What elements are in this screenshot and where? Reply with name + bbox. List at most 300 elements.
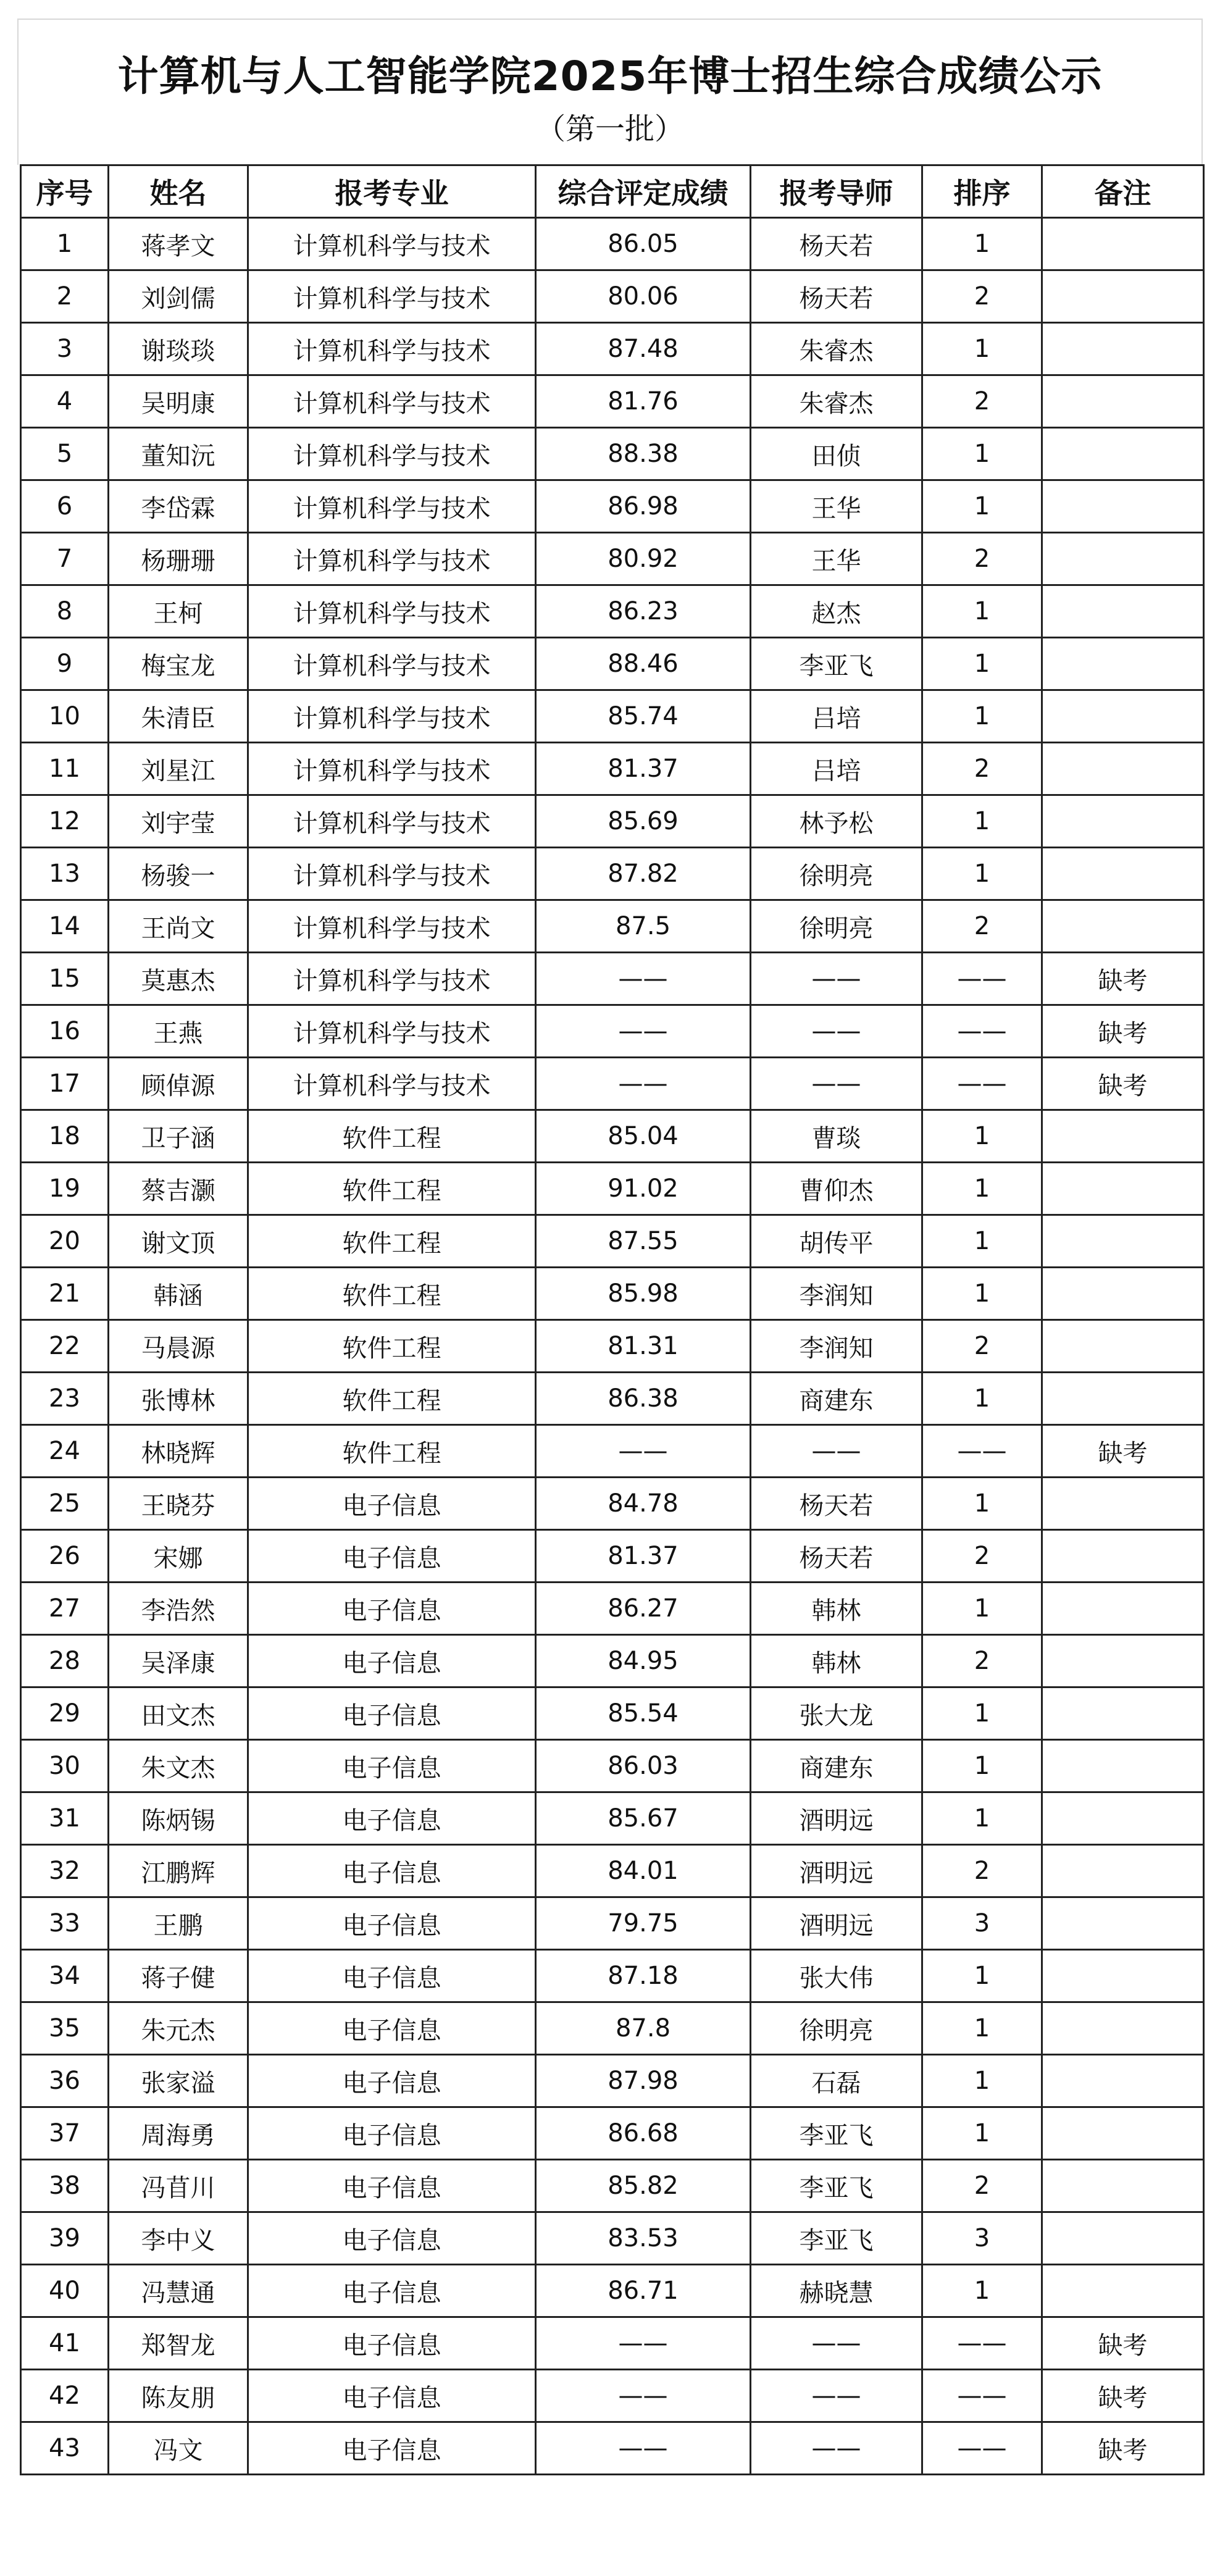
- cell-major: 计算机科学与技术: [248, 795, 536, 848]
- table-row: [21, 1950, 1204, 2002]
- cell-major: 软件工程: [248, 1215, 536, 1268]
- cell-index: 16: [21, 1005, 109, 1058]
- cell-index: 9: [21, 638, 109, 690]
- cell-score: 88.38: [536, 428, 751, 480]
- cell-index: 34: [21, 1950, 109, 2002]
- table-row: [21, 1635, 1204, 1687]
- page-subtitle: （第一批）: [535, 112, 684, 146]
- cell-rank: 2: [922, 2160, 1042, 2212]
- cell-name: 杨骏一: [109, 848, 248, 900]
- cell-name: 梅宝龙: [109, 638, 248, 690]
- cell-rank: 1: [922, 480, 1042, 533]
- cell-name: 吴泽康: [109, 1635, 248, 1687]
- table-row: [21, 1897, 1204, 1950]
- cell-advisor: 商建东: [751, 1740, 922, 1792]
- cell-major: 电子信息: [248, 1530, 536, 1583]
- cell-remark: [1042, 1478, 1204, 1530]
- cell-rank: 1: [922, 1215, 1042, 1268]
- table-row: [21, 2317, 1204, 2370]
- table-row: [21, 953, 1204, 1005]
- cell-name: 杨珊珊: [109, 533, 248, 585]
- cell-major: 电子信息: [248, 2422, 536, 2475]
- table-row: [21, 1058, 1204, 1110]
- cell-advisor: 徐明亮: [751, 900, 922, 953]
- table-header-row: [21, 165, 1204, 218]
- cell-major: 计算机科学与技术: [248, 375, 536, 428]
- cell-advisor: 韩林: [751, 1635, 922, 1687]
- cell-remark: [1042, 900, 1204, 953]
- cell-name: 朱元杰: [109, 2002, 248, 2055]
- cell-major: 电子信息: [248, 2212, 536, 2265]
- cell-remark: 缺考: [1042, 1425, 1204, 1478]
- cell-score: 85.54: [536, 1687, 751, 1740]
- cell-index: 36: [21, 2055, 109, 2107]
- cell-score: ——: [536, 2422, 751, 2475]
- cell-score: 86.98: [536, 480, 751, 533]
- cell-index: 11: [21, 743, 109, 795]
- cell-name: 宋娜: [109, 1530, 248, 1583]
- cell-score: 85.67: [536, 1792, 751, 1845]
- cell-score: 84.95: [536, 1635, 751, 1687]
- table-row: [21, 638, 1204, 690]
- cell-remark: [1042, 585, 1204, 638]
- cell-name: 冯慧通: [109, 2265, 248, 2317]
- cell-advisor: 杨天若: [751, 270, 922, 323]
- table-row: [21, 1687, 1204, 1740]
- table-row: [21, 1215, 1204, 1268]
- cell-advisor: 商建东: [751, 1373, 922, 1425]
- cell-index: 23: [21, 1373, 109, 1425]
- cell-rank: 1: [922, 2055, 1042, 2107]
- cell-rank: 1: [922, 323, 1042, 375]
- table-row: [21, 2265, 1204, 2317]
- cell-major: 软件工程: [248, 1110, 536, 1163]
- cell-index: 1: [21, 218, 109, 270]
- cell-name: 蒋子健: [109, 1950, 248, 2002]
- table-row: [21, 1163, 1204, 1215]
- cell-score: ——: [536, 2317, 751, 2370]
- cell-name: 谢文顶: [109, 1215, 248, 1268]
- cell-major: 电子信息: [248, 2107, 536, 2160]
- cell-advisor: 田侦: [751, 428, 922, 480]
- cell-advisor: ——: [751, 1058, 922, 1110]
- cell-major: 计算机科学与技术: [248, 270, 536, 323]
- cell-index: 40: [21, 2265, 109, 2317]
- cell-remark: [1042, 1687, 1204, 1740]
- cell-rank: 2: [922, 743, 1042, 795]
- cell-score: 86.38: [536, 1373, 751, 1425]
- table-row: [21, 375, 1204, 428]
- cell-index: 4: [21, 375, 109, 428]
- page-title: 计算机与人工智能学院2025年博士招生综合成绩公示: [117, 52, 1103, 100]
- cell-name: 林晓辉: [109, 1425, 248, 1478]
- cell-major: 电子信息: [248, 1583, 536, 1635]
- cell-rank: 1: [922, 848, 1042, 900]
- table-row: [21, 1425, 1204, 1478]
- cell-name: 莫惠杰: [109, 953, 248, 1005]
- title-block: [17, 19, 1203, 165]
- table-row: [21, 795, 1204, 848]
- cell-name: 李中义: [109, 2212, 248, 2265]
- cell-index: 3: [21, 323, 109, 375]
- cell-name: 蔡吉灏: [109, 1163, 248, 1215]
- score-table: [20, 164, 1205, 2475]
- cell-score: 87.98: [536, 2055, 751, 2107]
- cell-major: 计算机科学与技术: [248, 323, 536, 375]
- cell-major: 计算机科学与技术: [248, 900, 536, 953]
- cell-rank: 2: [922, 1530, 1042, 1583]
- table-row: [21, 1373, 1204, 1425]
- cell-index: 10: [21, 690, 109, 743]
- cell-rank: 1: [922, 2107, 1042, 2160]
- cell-major: 电子信息: [248, 1740, 536, 1792]
- cell-advisor: ——: [751, 2370, 922, 2422]
- cell-index: 15: [21, 953, 109, 1005]
- cell-remark: 缺考: [1042, 2422, 1204, 2475]
- cell-advisor: 酒明远: [751, 1792, 922, 1845]
- cell-major: 电子信息: [248, 1845, 536, 1897]
- cell-name: 李岱霖: [109, 480, 248, 533]
- cell-advisor: 赵杰: [751, 585, 922, 638]
- table-row: [21, 743, 1204, 795]
- cell-remark: [1042, 1950, 1204, 2002]
- cell-index: 7: [21, 533, 109, 585]
- table-row: [21, 2422, 1204, 2475]
- cell-major: 电子信息: [248, 2002, 536, 2055]
- cell-remark: [1042, 1373, 1204, 1425]
- cell-advisor: 酒明远: [751, 1845, 922, 1897]
- cell-major: 软件工程: [248, 1373, 536, 1425]
- cell-major: 计算机科学与技术: [248, 1005, 536, 1058]
- cell-major: 电子信息: [248, 1635, 536, 1687]
- cell-index: 22: [21, 1320, 109, 1373]
- cell-rank: ——: [922, 2422, 1042, 2475]
- table-row: [21, 585, 1204, 638]
- table-row: [21, 2107, 1204, 2160]
- cell-score: 83.53: [536, 2212, 751, 2265]
- cell-name: 朱清臣: [109, 690, 248, 743]
- cell-index: 31: [21, 1792, 109, 1845]
- cell-advisor: 曹仰杰: [751, 1163, 922, 1215]
- table-row: [21, 2055, 1204, 2107]
- cell-remark: [1042, 2055, 1204, 2107]
- column-header-major: 报考专业: [248, 165, 536, 218]
- cell-index: 38: [21, 2160, 109, 2212]
- cell-remark: [1042, 1215, 1204, 1268]
- table-row: [21, 848, 1204, 900]
- cell-advisor: 朱睿杰: [751, 323, 922, 375]
- cell-score: 81.31: [536, 1320, 751, 1373]
- cell-index: 28: [21, 1635, 109, 1687]
- cell-index: 27: [21, 1583, 109, 1635]
- cell-major: 计算机科学与技术: [248, 690, 536, 743]
- cell-index: 5: [21, 428, 109, 480]
- cell-name: 郑智龙: [109, 2317, 248, 2370]
- cell-name: 刘星江: [109, 743, 248, 795]
- cell-index: 42: [21, 2370, 109, 2422]
- cell-score: 86.03: [536, 1740, 751, 1792]
- cell-remark: [1042, 533, 1204, 585]
- cell-index: 2: [21, 270, 109, 323]
- cell-major: 计算机科学与技术: [248, 953, 536, 1005]
- cell-name: 陈炳锡: [109, 1792, 248, 1845]
- cell-major: 软件工程: [248, 1163, 536, 1215]
- cell-score: ——: [536, 2370, 751, 2422]
- cell-score: ——: [536, 1425, 751, 1478]
- cell-score: 87.82: [536, 848, 751, 900]
- cell-major: 软件工程: [248, 1425, 536, 1478]
- cell-score: 85.69: [536, 795, 751, 848]
- cell-remark: [1042, 218, 1204, 270]
- column-header-remark: 备注: [1042, 165, 1204, 218]
- cell-index: 17: [21, 1058, 109, 1110]
- cell-advisor: 杨天若: [751, 1530, 922, 1583]
- cell-rank: 3: [922, 1897, 1042, 1950]
- cell-remark: [1042, 1530, 1204, 1583]
- cell-remark: [1042, 1740, 1204, 1792]
- cell-rank: 1: [922, 2265, 1042, 2317]
- cell-name: 谢琰琰: [109, 323, 248, 375]
- cell-name: 江鹏辉: [109, 1845, 248, 1897]
- cell-index: 8: [21, 585, 109, 638]
- cell-advisor: ——: [751, 2422, 922, 2475]
- cell-rank: ——: [922, 1425, 1042, 1478]
- table-row: [21, 2160, 1204, 2212]
- cell-major: 计算机科学与技术: [248, 743, 536, 795]
- cell-index: 25: [21, 1478, 109, 1530]
- cell-index: 41: [21, 2317, 109, 2370]
- column-header-index: 序号: [21, 165, 109, 218]
- cell-major: 电子信息: [248, 2370, 536, 2422]
- cell-name: 朱文杰: [109, 1740, 248, 1792]
- cell-score: 87.5: [536, 900, 751, 953]
- cell-rank: ——: [922, 2370, 1042, 2422]
- table-row: [21, 900, 1204, 953]
- cell-advisor: 杨天若: [751, 1478, 922, 1530]
- cell-index: 30: [21, 1740, 109, 1792]
- cell-score: ——: [536, 953, 751, 1005]
- cell-index: 14: [21, 900, 109, 953]
- cell-advisor: 李亚飞: [751, 638, 922, 690]
- cell-advisor: 韩林: [751, 1583, 922, 1635]
- cell-advisor: 李润知: [751, 1268, 922, 1320]
- cell-rank: 1: [922, 1373, 1042, 1425]
- cell-advisor: ——: [751, 1005, 922, 1058]
- cell-index: 18: [21, 1110, 109, 1163]
- table-body: [21, 218, 1204, 2475]
- cell-rank: 2: [922, 1635, 1042, 1687]
- table-row: [21, 1583, 1204, 1635]
- cell-advisor: 徐明亮: [751, 2002, 922, 2055]
- cell-score: 87.48: [536, 323, 751, 375]
- cell-advisor: 王华: [751, 480, 922, 533]
- cell-name: 陈友朋: [109, 2370, 248, 2422]
- cell-major: 电子信息: [248, 1687, 536, 1740]
- cell-rank: 2: [922, 270, 1042, 323]
- cell-remark: [1042, 1583, 1204, 1635]
- cell-index: 29: [21, 1687, 109, 1740]
- cell-advisor: 李亚飞: [751, 2212, 922, 2265]
- cell-name: 蒋孝文: [109, 218, 248, 270]
- cell-advisor: 李亚飞: [751, 2107, 922, 2160]
- cell-score: 86.23: [536, 585, 751, 638]
- cell-remark: [1042, 2002, 1204, 2055]
- table-row: [21, 323, 1204, 375]
- cell-rank: 1: [922, 2002, 1042, 2055]
- cell-major: 电子信息: [248, 1950, 536, 2002]
- cell-advisor: 石磊: [751, 2055, 922, 2107]
- cell-score: 87.55: [536, 1215, 751, 1268]
- cell-score: 79.75: [536, 1897, 751, 1950]
- cell-name: 董知沅: [109, 428, 248, 480]
- table-row: [21, 1320, 1204, 1373]
- cell-advisor: 徐明亮: [751, 848, 922, 900]
- cell-rank: 1: [922, 218, 1042, 270]
- cell-rank: 1: [922, 1740, 1042, 1792]
- cell-name: 王尚文: [109, 900, 248, 953]
- cell-index: 20: [21, 1215, 109, 1268]
- cell-name: 韩涵: [109, 1268, 248, 1320]
- cell-advisor: 林予松: [751, 795, 922, 848]
- table-row: [21, 428, 1204, 480]
- cell-score: 86.71: [536, 2265, 751, 2317]
- table-row: [21, 1268, 1204, 1320]
- cell-major: 计算机科学与技术: [248, 848, 536, 900]
- cell-remark: [1042, 690, 1204, 743]
- cell-name: 刘剑儒: [109, 270, 248, 323]
- cell-name: 刘宇莹: [109, 795, 248, 848]
- cell-remark: [1042, 1268, 1204, 1320]
- cell-name: 王鹏: [109, 1897, 248, 1950]
- cell-advisor: 吕培: [751, 743, 922, 795]
- cell-rank: 1: [922, 795, 1042, 848]
- cell-rank: 1: [922, 690, 1042, 743]
- cell-major: 电子信息: [248, 1897, 536, 1950]
- cell-index: 35: [21, 2002, 109, 2055]
- cell-rank: 2: [922, 1845, 1042, 1897]
- cell-remark: [1042, 428, 1204, 480]
- cell-remark: [1042, 2107, 1204, 2160]
- cell-remark: [1042, 1897, 1204, 1950]
- cell-score: 86.05: [536, 218, 751, 270]
- column-header-name: 姓名: [109, 165, 248, 218]
- cell-advisor: 胡传平: [751, 1215, 922, 1268]
- cell-rank: ——: [922, 1058, 1042, 1110]
- column-header-rank: 排序: [922, 165, 1042, 218]
- cell-score: 85.98: [536, 1268, 751, 1320]
- cell-advisor: 李亚飞: [751, 2160, 922, 2212]
- table-row: [21, 2002, 1204, 2055]
- cell-remark: [1042, 270, 1204, 323]
- cell-remark: 缺考: [1042, 1058, 1204, 1110]
- cell-advisor: 杨天若: [751, 218, 922, 270]
- cell-score: 85.04: [536, 1110, 751, 1163]
- cell-rank: 1: [922, 585, 1042, 638]
- cell-score: 86.68: [536, 2107, 751, 2160]
- cell-name: 顾倬源: [109, 1058, 248, 1110]
- table-row: [21, 480, 1204, 533]
- cell-index: 21: [21, 1268, 109, 1320]
- table-row: [21, 1530, 1204, 1583]
- cell-rank: 1: [922, 1163, 1042, 1215]
- cell-rank: 1: [922, 638, 1042, 690]
- cell-name: 王燕: [109, 1005, 248, 1058]
- cell-remark: 缺考: [1042, 2370, 1204, 2422]
- cell-major: 软件工程: [248, 1268, 536, 1320]
- cell-remark: [1042, 795, 1204, 848]
- cell-remark: [1042, 480, 1204, 533]
- table-row: [21, 270, 1204, 323]
- cell-major: 计算机科学与技术: [248, 218, 536, 270]
- table-row: [21, 1110, 1204, 1163]
- cell-major: 计算机科学与技术: [248, 480, 536, 533]
- cell-score: 87.18: [536, 1950, 751, 2002]
- cell-rank: 3: [922, 2212, 1042, 2265]
- cell-major: 计算机科学与技术: [248, 533, 536, 585]
- cell-rank: 1: [922, 1950, 1042, 2002]
- table-row: [21, 533, 1204, 585]
- cell-major: 计算机科学与技术: [248, 638, 536, 690]
- cell-index: 13: [21, 848, 109, 900]
- column-header-advisor: 报考导师: [751, 165, 922, 218]
- cell-index: 24: [21, 1425, 109, 1478]
- cell-rank: 1: [922, 1110, 1042, 1163]
- cell-index: 12: [21, 795, 109, 848]
- cell-remark: [1042, 638, 1204, 690]
- cell-major: 电子信息: [248, 2160, 536, 2212]
- cell-name: 冯苜川: [109, 2160, 248, 2212]
- cell-rank: 2: [922, 533, 1042, 585]
- cell-remark: [1042, 1110, 1204, 1163]
- table-row: [21, 2370, 1204, 2422]
- cell-name: 张博林: [109, 1373, 248, 1425]
- cell-advisor: 赫晓慧: [751, 2265, 922, 2317]
- cell-name: 卫子涵: [109, 1110, 248, 1163]
- cell-remark: [1042, 1320, 1204, 1373]
- cell-remark: [1042, 1635, 1204, 1687]
- cell-rank: 1: [922, 1792, 1042, 1845]
- cell-advisor: ——: [751, 1425, 922, 1478]
- table-row: [21, 1005, 1204, 1058]
- table-row: [21, 1845, 1204, 1897]
- cell-score: 81.37: [536, 1530, 751, 1583]
- cell-name: 张家溢: [109, 2055, 248, 2107]
- cell-remark: [1042, 375, 1204, 428]
- cell-score: 87.8: [536, 2002, 751, 2055]
- cell-score: 81.37: [536, 743, 751, 795]
- cell-score: 91.02: [536, 1163, 751, 1215]
- cell-rank: 1: [922, 1478, 1042, 1530]
- table-row: [21, 1740, 1204, 1792]
- cell-score: 85.74: [536, 690, 751, 743]
- cell-score: 84.01: [536, 1845, 751, 1897]
- cell-score: ——: [536, 1058, 751, 1110]
- cell-advisor: ——: [751, 953, 922, 1005]
- cell-score: 86.27: [536, 1583, 751, 1635]
- cell-score: 81.76: [536, 375, 751, 428]
- cell-index: 26: [21, 1530, 109, 1583]
- cell-index: 32: [21, 1845, 109, 1897]
- cell-remark: [1042, 2265, 1204, 2317]
- cell-remark: [1042, 743, 1204, 795]
- cell-remark: [1042, 323, 1204, 375]
- cell-rank: 1: [922, 428, 1042, 480]
- cell-name: 田文杰: [109, 1687, 248, 1740]
- cell-rank: 1: [922, 1687, 1042, 1740]
- cell-major: 电子信息: [248, 2317, 536, 2370]
- cell-name: 吴明康: [109, 375, 248, 428]
- cell-remark: [1042, 1845, 1204, 1897]
